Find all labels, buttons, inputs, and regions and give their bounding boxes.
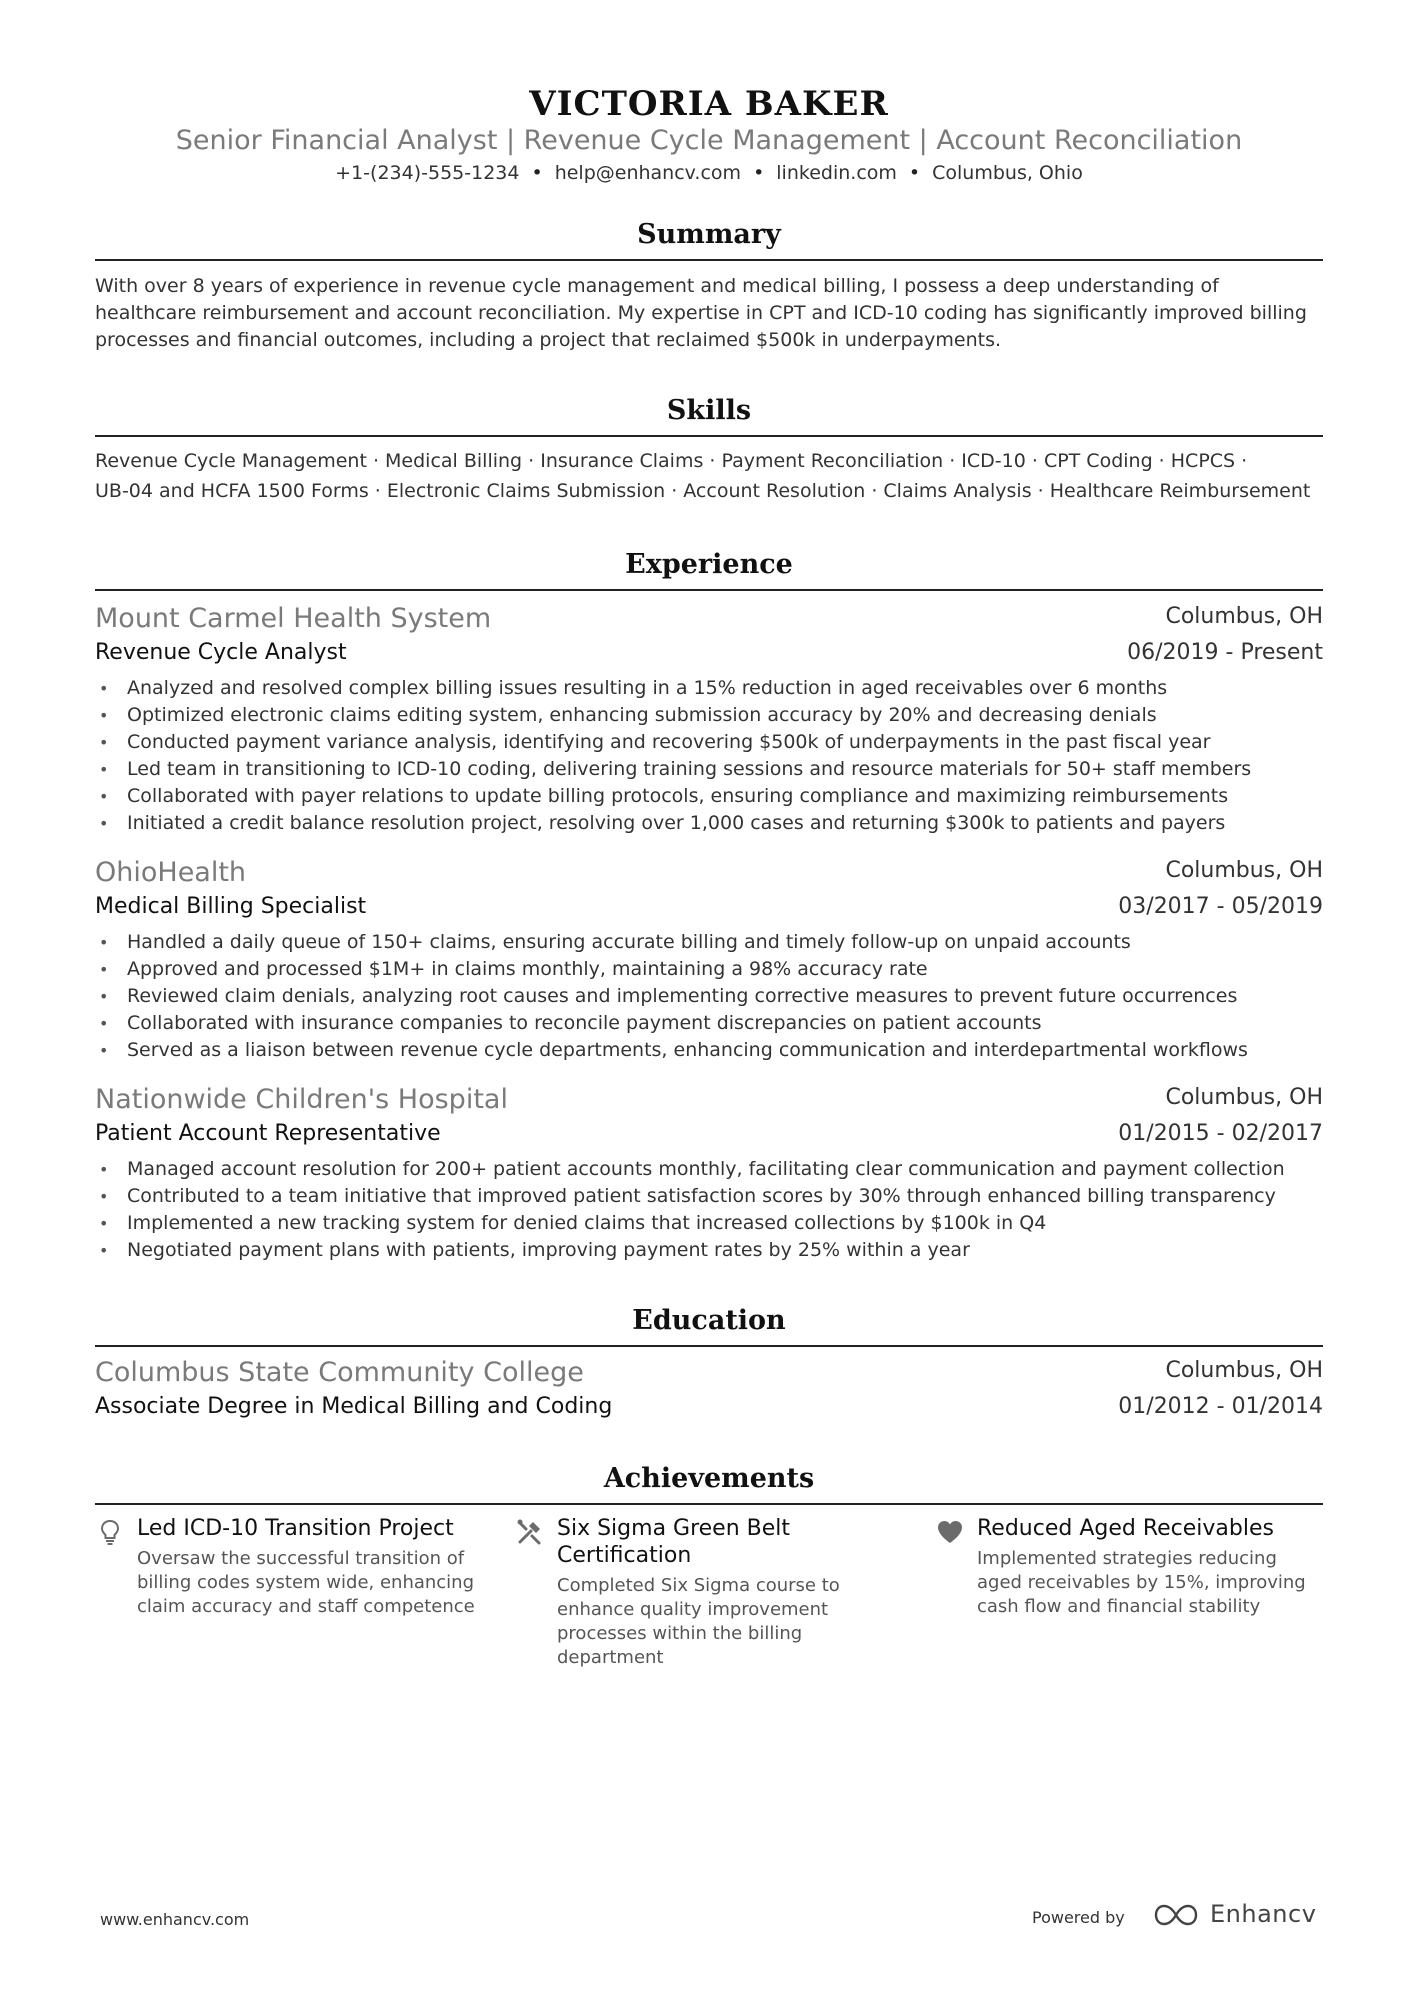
list-item: • Analyzed and resolved complex billing issues resulting in a 15% reduction in aged receivables over 6 months: [95, 675, 1323, 702]
job-location: Columbus, OH: [1165, 1085, 1323, 1110]
heart-icon: [935, 1517, 965, 1547]
job-company: OhioHealth: [95, 857, 247, 888]
phone[interactable]: +1-(234)-555-1234: [335, 162, 520, 184]
school-location: Columbus, OH: [1165, 1358, 1323, 1383]
headline: Senior Financial Analyst | Revenue Cycle Management | Account Reconciliation: [175, 125, 1243, 156]
education-title: Education: [632, 1305, 786, 1336]
job-bullets: [95, 675, 1323, 837]
list-item: • Served as a liaison between revenue cycle departments, enhancing communication and interdepartmental workflows: [95, 1037, 1323, 1064]
summary-text: With over 8 years of experience in revenue cycle management and medical billing, I possess a deep understanding of healthcare reimbursement and account reconciliation. My expertise in CPT and ICD-10 coding has significantly improved billing processes and financial outcomes, including a project that reclaimed $500k in underpayments.: [95, 275, 1307, 351]
job-location: Columbus, OH: [1165, 604, 1323, 629]
list-item: • Managed account resolution for 200+ patient accounts monthly, facilitating clear communication and payment collection: [95, 1156, 1323, 1183]
achievement-title: Reduced Aged Receivables: [977, 1516, 1274, 1541]
skills-line-2: UB-04 and HCFA 1500 Forms · Electronic Claims Submission · Account Resolution · Claims Analysis · Healthcare Reimbursement: [95, 480, 1311, 502]
list-item: • Reviewed claim denials, analyzing root causes and implementing corrective measures to prevent future occurrences: [95, 983, 1323, 1010]
separator: •: [753, 162, 765, 184]
job-company: Mount Carmel Health System: [95, 603, 492, 634]
list-item: • Conducted payment variance analysis, identifying and recovering $500k of underpayments in the past fiscal year: [95, 729, 1323, 756]
experience-title: Experience: [625, 549, 793, 580]
section-divider: [95, 1345, 1323, 1347]
achievement-title: Six Sigma Green Belt Certification: [557, 1516, 791, 1568]
tools-icon: [515, 1517, 545, 1547]
infinity-logo-icon: [1152, 1902, 1200, 1928]
list-item: • Collaborated with payer relations to update billing protocols, ensuring compliance and maximizing reimbursements: [95, 783, 1323, 810]
summary-title: Summary: [637, 219, 781, 250]
list-item: • Optimized electronic claims editing system, enhancing submission accuracy by 20% and decreasing denials: [95, 702, 1323, 729]
skills-title: Skills: [666, 395, 752, 426]
job-dates: 01/2015 - 02/2017: [1118, 1121, 1323, 1146]
school-name: Columbus State Community College: [95, 1357, 584, 1388]
section-divider: [95, 1503, 1323, 1505]
candidate-name: VICTORIA BAKER: [529, 84, 889, 124]
achievements-title: Achievements: [603, 1463, 815, 1494]
enhancv-logo[interactable]: [1152, 1898, 1317, 1932]
job-dates: 06/2019 - Present: [1127, 640, 1323, 665]
footer-url[interactable]: www.enhancv.com: [100, 1910, 250, 1929]
separator: •: [531, 162, 543, 184]
degree: Associate Degree in Medical Billing and Coding: [95, 1394, 613, 1419]
job-role: Patient Account Representative: [95, 1121, 441, 1146]
website[interactable]: linkedin.com: [776, 162, 897, 184]
achievement-title: Led ICD-10 Transition Project: [137, 1516, 454, 1541]
separator: •: [908, 162, 921, 184]
email[interactable]: help@enhancv.com: [554, 162, 742, 184]
job-role: Medical Billing Specialist: [95, 894, 367, 919]
list-item: • Contributed to a team initiative that improved patient satisfaction scores by 30% through enhanced billing transparency: [95, 1183, 1323, 1210]
contact-line: [95, 162, 1323, 184]
job-role: Revenue Cycle Analyst: [95, 640, 347, 665]
section-divider: [95, 259, 1323, 261]
achievement-description: Implemented strategies reducing aged receivables by 15%, improving cash flow and financial stability: [977, 1548, 1306, 1617]
list-item: • Implemented a new tracking system for denied claims that increased collections by $100k in Q4: [95, 1210, 1323, 1237]
skills-line-1: Revenue Cycle Management · Medical Billing · Insurance Claims · Payment Reconciliation · ICD-10 · CPT Coding · HCPCS ·: [95, 450, 1248, 472]
brand-name: Enhancv: [1210, 1900, 1317, 1928]
achievement-description: Oversaw the successful transition of billing codes system wide, enhancing claim accuracy and staff competence: [137, 1548, 475, 1617]
list-item: • Negotiated payment plans with patients, improving payment rates by 25% within a year: [95, 1237, 1323, 1264]
list-item: • Handled a daily queue of 150+ claims, ensuring accurate billing and timely follow-up on unpaid accounts: [95, 929, 1323, 956]
list-item: • Approved and processed $1M+ in claims monthly, maintaining a 98% accuracy rate: [95, 956, 1323, 983]
list-item: • Led team in transitioning to ICD-10 coding, delivering training sessions and resource materials for 50+ staff members: [95, 756, 1323, 783]
lightbulb-icon: [95, 1517, 125, 1547]
list-item: • Initiated a credit balance resolution project, resolving over 1,000 cases and returning $300k to patients and payers: [95, 810, 1323, 837]
section-divider: [95, 589, 1323, 591]
section-divider: [95, 435, 1323, 437]
location: Columbus, Ohio: [932, 162, 1083, 184]
job-company: Nationwide Children's Hospital: [95, 1084, 508, 1115]
education-dates: 01/2012 - 01/2014: [1118, 1394, 1323, 1419]
achievement-description: Completed Six Sigma course to enhance quality improvement processes within the billing department: [557, 1575, 840, 1668]
list-item: • Collaborated with insurance companies to reconcile payment discrepancies on patient accounts: [95, 1010, 1323, 1037]
powered-by-label: Powered by: [1032, 1908, 1125, 1927]
job-bullets: [95, 929, 1323, 1064]
job-location: Columbus, OH: [1165, 858, 1323, 883]
job-bullets: [95, 1156, 1323, 1264]
job-dates: 03/2017 - 05/2019: [1118, 894, 1323, 919]
